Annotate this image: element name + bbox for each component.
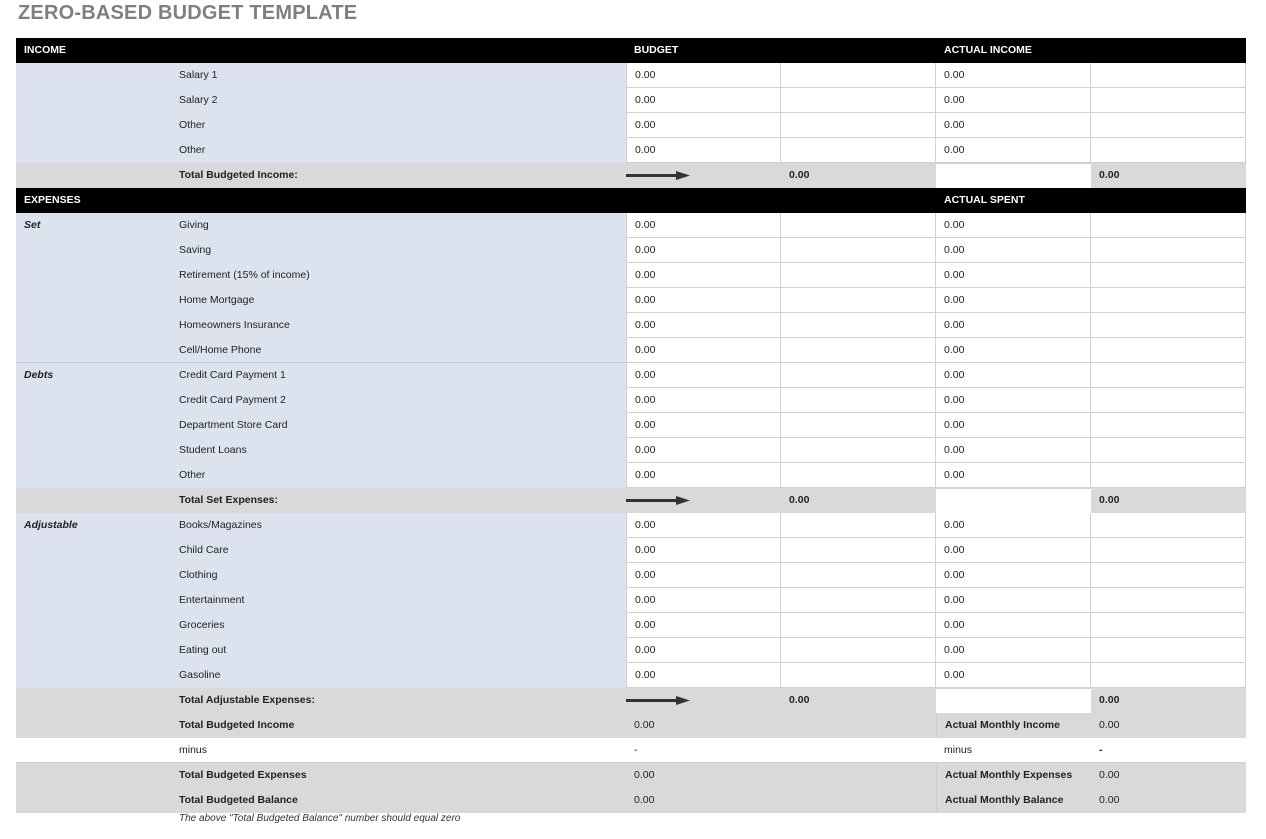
summary-value: 0.00 xyxy=(1099,719,1120,731)
row-label: Retirement (15% of income) xyxy=(171,263,626,288)
table-row xyxy=(16,313,1246,338)
budget-blank-cell[interactable] xyxy=(781,288,936,313)
table-row xyxy=(16,63,1246,88)
budget-blank-cell[interactable] xyxy=(781,588,936,613)
budget-blank-cell[interactable] xyxy=(781,413,936,438)
actual-blank-cell[interactable] xyxy=(1091,288,1246,313)
budget-blank-cell[interactable] xyxy=(781,613,936,638)
table-row xyxy=(16,513,1246,538)
row-label: Credit Card Payment 1 xyxy=(171,363,626,388)
row-label: Books/Magazines xyxy=(171,513,626,538)
row-label: Groceries xyxy=(171,613,626,638)
budget-cell[interactable]: 0.00 xyxy=(626,538,781,563)
table-row xyxy=(16,463,1246,488)
budget-blank-cell[interactable] xyxy=(781,663,936,688)
set-total-row xyxy=(16,488,1246,513)
actual-blank-cell[interactable] xyxy=(1091,113,1246,138)
actual-cell[interactable]: 0.00 xyxy=(936,513,1091,538)
actual-blank-cell[interactable] xyxy=(1091,613,1246,638)
page-title: ZERO-BASED BUDGET TEMPLATE xyxy=(18,2,358,24)
row-label: Gasoline xyxy=(171,663,626,688)
income-header: INCOME xyxy=(24,44,66,56)
actual-blank-cell[interactable] xyxy=(1091,563,1246,588)
budget-cell[interactable]: 0.00 xyxy=(626,388,781,413)
actual-spent-header: ACTUAL SPENT xyxy=(944,194,1025,206)
actual-blank-cell[interactable] xyxy=(1091,538,1246,563)
row-label: Homeowners Insurance xyxy=(171,313,626,338)
right-arrow-icon xyxy=(626,688,781,713)
summary-label: minus xyxy=(944,744,973,756)
budget-cell[interactable]: 0.00 xyxy=(626,63,781,88)
actual-blank-cell[interactable] xyxy=(1091,588,1246,613)
table-row xyxy=(16,138,1246,163)
budget-blank-cell[interactable] xyxy=(781,113,936,138)
actual-blank-cell[interactable] xyxy=(1091,438,1246,463)
income-header-row xyxy=(16,38,1246,63)
total-actual-value: 0.00 xyxy=(1099,494,1120,506)
table-row xyxy=(16,338,1246,363)
summary-minus-row xyxy=(16,738,1246,763)
table-row xyxy=(16,663,1246,688)
table-row xyxy=(16,288,1246,313)
actual-cell[interactable]: 0.00 xyxy=(936,263,1091,288)
summary-label: Actual Monthly Expenses xyxy=(936,763,1091,788)
actual-cell[interactable]: 0.00 xyxy=(936,338,1091,363)
actual-blank-cell[interactable] xyxy=(1091,313,1246,338)
actual-cell[interactable]: 0.00 xyxy=(936,388,1091,413)
budget-blank-cell[interactable] xyxy=(781,563,936,588)
actual-cell[interactable]: 0.00 xyxy=(936,613,1091,638)
right-arrow-icon xyxy=(626,163,781,188)
row-label: Salary 2 xyxy=(171,88,626,113)
actual-blank-cell[interactable] xyxy=(1091,263,1246,288)
actual-cell[interactable]: 0.00 xyxy=(936,138,1091,163)
budget-blank-cell[interactable] xyxy=(781,238,936,263)
actual-cell[interactable]: 0.00 xyxy=(936,288,1091,313)
budget-cell[interactable]: 0.00 xyxy=(626,138,781,163)
budget-blank-cell[interactable] xyxy=(781,513,936,538)
total-label: Total Budgeted Income: xyxy=(179,169,298,181)
summary-balance-row xyxy=(16,788,1246,813)
actual-blank-cell[interactable] xyxy=(1091,463,1246,488)
row-label: Entertainment xyxy=(171,588,626,613)
table-row xyxy=(16,413,1246,438)
row-label: Other xyxy=(171,113,626,138)
actual-cell[interactable]: 0.00 xyxy=(936,113,1091,138)
budget-cell[interactable]: 0.00 xyxy=(626,613,781,638)
summary-label: Actual Monthly Income xyxy=(936,713,1091,738)
actual-cell[interactable]: 0.00 xyxy=(936,463,1091,488)
total-actual-value: 0.00 xyxy=(1099,169,1120,181)
budget-blank-cell[interactable] xyxy=(781,438,936,463)
summary-label: Total Budgeted Income xyxy=(179,719,295,731)
row-label: Home Mortgage xyxy=(171,288,626,313)
expenses-header-row xyxy=(16,188,1246,213)
table-row xyxy=(16,613,1246,638)
actual-blank-cell[interactable] xyxy=(1091,663,1246,688)
budget-blank-cell[interactable] xyxy=(781,638,936,663)
budget-cell[interactable]: 0.00 xyxy=(626,413,781,438)
row-label: Salary 1 xyxy=(171,63,626,88)
total-label: Total Adjustable Expenses: xyxy=(179,694,315,706)
actual-blank-cell[interactable] xyxy=(1091,513,1246,538)
income-total-row xyxy=(16,163,1246,188)
summary-expenses-row xyxy=(16,763,1246,788)
table-row xyxy=(16,88,1246,113)
total-label: Total Set Expenses: xyxy=(179,494,279,506)
summary-label: Actual Monthly Balance xyxy=(936,788,1091,813)
table-row xyxy=(16,638,1246,663)
budget-blank-cell[interactable] xyxy=(781,88,936,113)
total-budget-value: 0.00 xyxy=(789,169,810,181)
actual-cell[interactable]: 0.00 xyxy=(936,88,1091,113)
category-label-adjustable: Adjustable xyxy=(16,513,171,538)
actual-blank-cell[interactable] xyxy=(1091,413,1246,438)
actual-blank-cell[interactable] xyxy=(1091,363,1246,388)
budget-cell[interactable]: 0.00 xyxy=(626,238,781,263)
budget-blank-cell[interactable] xyxy=(781,363,936,388)
actual-cell[interactable]: 0.00 xyxy=(936,663,1091,688)
table-row xyxy=(16,263,1246,288)
budget-sheet xyxy=(16,38,1246,813)
row-label: Other xyxy=(171,138,626,163)
budget-blank-cell[interactable] xyxy=(781,213,936,238)
row-label: Cell/Home Phone xyxy=(171,338,626,363)
summary-value: 0.00 xyxy=(634,769,655,781)
total-actual-value: 0.00 xyxy=(1099,694,1120,706)
budget-cell[interactable]: 0.00 xyxy=(626,588,781,613)
budget-cell[interactable]: 0.00 xyxy=(626,363,781,388)
total-budget-value: 0.00 xyxy=(789,494,810,506)
category-label-debts: Debts xyxy=(16,363,171,388)
budget-cell[interactable]: 0.00 xyxy=(626,288,781,313)
budget-blank-cell[interactable] xyxy=(781,538,936,563)
actual-cell[interactable]: 0.00 xyxy=(936,363,1091,388)
budget-cell[interactable]: 0.00 xyxy=(626,638,781,663)
budget-blank-cell[interactable] xyxy=(781,313,936,338)
adjustable-total-row xyxy=(16,688,1246,713)
budget-cell[interactable]: 0.00 xyxy=(626,313,781,338)
table-row xyxy=(16,213,1246,238)
actual-cell[interactable]: 0.00 xyxy=(936,588,1091,613)
table-row xyxy=(16,238,1246,263)
table-row xyxy=(16,113,1246,138)
budget-cell[interactable]: 0.00 xyxy=(626,563,781,588)
row-label: Other xyxy=(171,463,626,488)
summary-label: Total Budgeted Expenses xyxy=(179,769,307,781)
summary-value: 0.00 xyxy=(634,719,655,731)
actual-blank-cell[interactable] xyxy=(1091,638,1246,663)
table-row xyxy=(16,588,1246,613)
right-arrow-icon xyxy=(626,488,781,513)
actual-blank-cell[interactable] xyxy=(1091,338,1246,363)
budget-cell[interactable]: 0.00 xyxy=(626,113,781,138)
budget-blank-cell[interactable] xyxy=(781,138,936,163)
row-label: Eating out xyxy=(171,638,626,663)
summary-label: Total Budgeted Balance xyxy=(179,794,298,806)
row-label: Student Loans xyxy=(171,438,626,463)
summary-income-row xyxy=(16,713,1246,738)
budget-header: BUDGET xyxy=(634,44,679,56)
summary-value: 0.00 xyxy=(634,794,655,806)
budget-cell[interactable]: 0.00 xyxy=(626,213,781,238)
table-row xyxy=(16,538,1246,563)
summary-value: 0.00 xyxy=(1099,794,1120,806)
row-label: Credit Card Payment 2 xyxy=(171,388,626,413)
actual-cell[interactable]: 0.00 xyxy=(936,213,1091,238)
category-label-set: Set xyxy=(16,213,171,238)
actual-income-header: ACTUAL INCOME xyxy=(944,44,1032,56)
budget-cell[interactable]: 0.00 xyxy=(626,438,781,463)
summary-value: - xyxy=(1099,744,1103,756)
table-row xyxy=(16,438,1246,463)
row-label: Department Store Card xyxy=(171,413,626,438)
actual-blank-cell[interactable] xyxy=(1091,213,1246,238)
budget-blank-cell[interactable] xyxy=(781,463,936,488)
row-label: Clothing xyxy=(171,563,626,588)
actual-blank-cell[interactable] xyxy=(1091,388,1246,413)
row-label: Saving xyxy=(171,238,626,263)
budget-blank-cell[interactable] xyxy=(781,63,936,88)
actual-blank-cell[interactable] xyxy=(1091,63,1246,88)
budget-cell[interactable]: 0.00 xyxy=(626,663,781,688)
total-budget-value: 0.00 xyxy=(789,694,810,706)
actual-cell[interactable]: 0.00 xyxy=(936,238,1091,263)
actual-cell[interactable]: 0.00 xyxy=(936,413,1091,438)
budget-cell[interactable]: 0.00 xyxy=(626,513,781,538)
actual-cell[interactable]: 0.00 xyxy=(936,538,1091,563)
footnote: The above "Total Budgeted Balance" number should equal zero xyxy=(179,813,461,824)
budget-cell[interactable]: 0.00 xyxy=(626,263,781,288)
budget-blank-cell[interactable] xyxy=(781,388,936,413)
row-label: Child Care xyxy=(171,538,626,563)
summary-value: 0.00 xyxy=(1099,769,1120,781)
summary-value: - xyxy=(634,744,638,756)
budget-cell[interactable]: 0.00 xyxy=(626,88,781,113)
row-label: Giving xyxy=(171,213,626,238)
budget-cell[interactable]: 0.00 xyxy=(626,338,781,363)
table-row xyxy=(16,388,1246,413)
actual-cell[interactable]: 0.00 xyxy=(936,63,1091,88)
actual-cell[interactable]: 0.00 xyxy=(936,563,1091,588)
actual-blank-cell[interactable] xyxy=(1091,138,1246,163)
table-row xyxy=(16,563,1246,588)
table-row xyxy=(16,363,1246,388)
actual-blank-cell[interactable] xyxy=(1091,88,1246,113)
budget-blank-cell[interactable] xyxy=(781,263,936,288)
actual-blank-cell[interactable] xyxy=(1091,238,1246,263)
summary-label: minus xyxy=(179,744,208,756)
actual-cell[interactable]: 0.00 xyxy=(936,313,1091,338)
actual-cell[interactable]: 0.00 xyxy=(936,438,1091,463)
actual-cell[interactable]: 0.00 xyxy=(936,638,1091,663)
expenses-header: EXPENSES xyxy=(24,194,81,206)
budget-cell[interactable]: 0.00 xyxy=(626,463,781,488)
budget-blank-cell[interactable] xyxy=(781,338,936,363)
